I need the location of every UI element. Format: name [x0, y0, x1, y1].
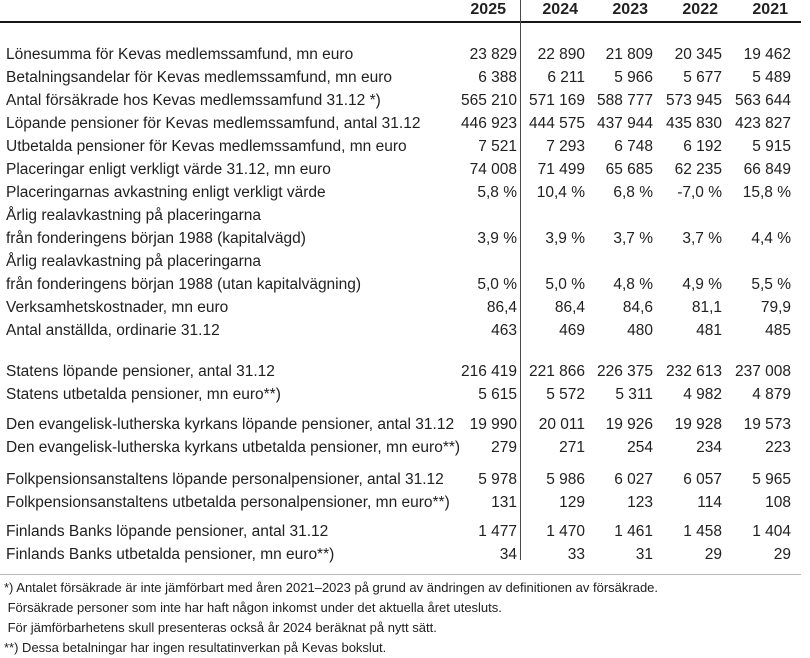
- table-row: [0, 491, 810, 514]
- cell-2025: [410, 204, 520, 227]
- cell-2025: 463: [491, 322, 517, 339]
- cell-2021: 563 644: [734, 92, 791, 109]
- cell-2025: [410, 250, 520, 273]
- year-column-header: 2022: [682, 1, 718, 18]
- cell-2025: 279: [491, 439, 517, 456]
- year-column-header: 2025: [470, 1, 506, 18]
- cell-2024: [520, 250, 585, 273]
- cell-2021: 423 827: [734, 115, 791, 132]
- cell-2021: 1 404: [752, 523, 791, 540]
- table-row: [0, 543, 810, 566]
- cell-2025: 446 923: [460, 115, 517, 132]
- cell-2022: 1 458: [683, 523, 722, 540]
- cell-2024: 5,0 %: [545, 276, 585, 293]
- row-group-keva: [0, 43, 810, 342]
- cell-2021: 5,5 %: [751, 276, 791, 293]
- cell-2022: 29: [704, 546, 722, 563]
- cell-2025: 565 210: [460, 92, 517, 109]
- table-row: [0, 413, 810, 436]
- table-row: [0, 250, 810, 273]
- row-label: Årlig realavkastning på placeringarna: [6, 207, 262, 224]
- cell-2022: 62 235: [674, 161, 722, 178]
- cell-2022: 114: [697, 494, 722, 511]
- cell-2024: 10,4 %: [536, 184, 585, 201]
- cell-2022: 6 057: [683, 471, 722, 488]
- row-label: Finlands Banks utbetalda pensioner, mn euro**): [6, 546, 335, 563]
- header-gap: [0, 23, 810, 43]
- table-row: [0, 273, 810, 296]
- table-row: [0, 468, 810, 491]
- cell-2024: 5 572: [546, 386, 585, 403]
- cell-2021: 29: [773, 546, 791, 563]
- cell-2025: 6 388: [478, 69, 517, 86]
- footnote-line: **) Dessa betalningar har ingen resultatinverkan på Kevas bokslut.: [4, 640, 387, 655]
- row-label: Placeringarnas avkastning enligt verkligt värde: [6, 184, 326, 201]
- cell-2025: 5 978: [478, 471, 517, 488]
- cell-2024: 129: [559, 494, 585, 511]
- cell-2023: 6,8 %: [613, 184, 653, 201]
- table-row: [0, 89, 810, 112]
- cell-2022: 4,9 %: [682, 276, 722, 293]
- cell-2022: -7,0 %: [677, 184, 722, 201]
- table-row: [0, 383, 810, 406]
- column-separator-line: [520, 0, 521, 560]
- cell-2025: 86,4: [486, 299, 517, 316]
- cell-2025: 19 990: [469, 416, 517, 433]
- table-row: [0, 227, 810, 250]
- table-row: [0, 204, 810, 227]
- cell-2023: 5 966: [614, 69, 653, 86]
- cell-2024: 571 169: [528, 92, 585, 109]
- table-row: [0, 112, 810, 135]
- row-label: Den evangelisk-lutherska kyrkans löpande pensioner, antal 31.12: [6, 416, 455, 433]
- cell-2023: 21 809: [605, 46, 653, 63]
- table-header-row: [0, 0, 801, 23]
- cell-2023: 588 777: [596, 92, 653, 109]
- cell-2024: [520, 204, 585, 227]
- cell-2025: 74 008: [469, 161, 517, 178]
- footnote-line: För jämförbarhetens skull presenteras också år 2024 beräknat på nytt sätt.: [4, 620, 437, 635]
- cell-2025: 5 615: [478, 386, 517, 403]
- year-column-header: 2024: [542, 1, 578, 18]
- cell-2021: 4 879: [752, 386, 791, 403]
- cell-2022: 435 830: [665, 115, 722, 132]
- cell-2022: 232 613: [665, 363, 722, 380]
- cell-2021: 5 489: [752, 69, 791, 86]
- cell-2023: 19 926: [605, 416, 653, 433]
- table-body: [0, 43, 810, 566]
- row-label: Finlands Banks löpande pensioner, antal 31.12: [6, 523, 329, 540]
- cell-2022: 4 982: [683, 386, 722, 403]
- cell-2021: 79,9: [760, 299, 791, 316]
- cell-2021: 5 965: [752, 471, 791, 488]
- cell-2025: 34: [499, 546, 517, 563]
- row-label: Folkpensionsanstaltens utbetalda personalpensioner, mn euro**): [6, 494, 450, 511]
- row-group-folkpensionsanstalten: [0, 468, 810, 514]
- row-label: från fonderingens början 1988 (utan kapitalvägning): [6, 276, 362, 293]
- table-row: [0, 436, 810, 459]
- cell-2023: [585, 250, 653, 273]
- row-label: från fonderingens början 1988 (kapitalvägd): [6, 230, 306, 247]
- row-group-kyrkan: [0, 413, 810, 459]
- cell-2022: 481: [696, 322, 722, 339]
- row-label: Utbetalda pensioner för Kevas medlemssamfund, mn euro: [6, 138, 407, 155]
- cell-2024: 221 866: [528, 363, 585, 380]
- row-label: Årlig realavkastning på placeringarna: [6, 253, 262, 270]
- cell-2023: 226 375: [596, 363, 653, 380]
- cell-2025: 131: [491, 494, 517, 511]
- cell-2023: 6 748: [614, 138, 653, 155]
- cell-2024: 469: [559, 322, 585, 339]
- cell-2021: 5 915: [752, 138, 791, 155]
- footnote-line: *) Antalet försäkrade är inte jämförbart med åren 2021–2023 på grund av ändringen av definitionen av försäkrade.: [4, 580, 659, 595]
- cell-2021: [722, 204, 791, 227]
- year-column-header: 2023: [612, 1, 648, 18]
- table-row: [0, 360, 810, 383]
- cell-2024: 86,4: [554, 299, 585, 316]
- cell-2024: 271: [559, 439, 585, 456]
- row-group-finlands-bank: [0, 520, 810, 566]
- cell-2023: 31: [635, 546, 653, 563]
- footnote-line: Försäkrade personer som inte har haft någon inkomst under det aktuella året utesluts.: [4, 600, 502, 615]
- table-row: [0, 135, 810, 158]
- table-row: [0, 296, 810, 319]
- cell-2023: 4,8 %: [613, 276, 653, 293]
- cell-2023: 437 944: [596, 115, 653, 132]
- cell-2024: 1 470: [546, 523, 585, 540]
- cell-2021: 237 008: [734, 363, 791, 380]
- cell-2024: 71 499: [537, 161, 585, 178]
- table-row: [0, 43, 810, 66]
- table-row: [0, 158, 810, 181]
- cell-2024: 5 986: [546, 471, 585, 488]
- footnotes: [0, 575, 810, 658]
- cell-2022: 3,7 %: [682, 230, 722, 247]
- year-column-header: 2021: [752, 1, 788, 18]
- cell-2023: 123: [627, 494, 653, 511]
- cell-2022: [653, 204, 722, 227]
- cell-2025: 1 477: [478, 523, 517, 540]
- cell-2021: 108: [765, 494, 791, 511]
- cell-2021: 4,4 %: [751, 230, 791, 247]
- cell-2021: 223: [765, 439, 791, 456]
- cell-2024: 3,9 %: [545, 230, 585, 247]
- row-label: Betalningsandelar för Kevas medlemssamfund, mn euro: [6, 69, 392, 86]
- row-label: Lönesumma för Kevas medlemssamfund, mn euro: [6, 46, 354, 63]
- row-label: Statens utbetalda pensioner, mn euro**): [6, 386, 281, 403]
- cell-2022: 81,1: [691, 299, 722, 316]
- cell-2024: 6 211: [547, 69, 585, 86]
- cell-2022: 19 928: [674, 416, 722, 433]
- cell-2022: 234: [696, 439, 722, 456]
- cell-2022: 573 945: [665, 92, 722, 109]
- cell-2021: 66 849: [743, 161, 791, 178]
- cell-2022: [653, 250, 722, 273]
- row-label: Statens löpande pensioner, antal 31.12: [6, 363, 275, 380]
- cell-2021: 485: [765, 322, 791, 339]
- cell-2025: 5,8 %: [477, 184, 517, 201]
- table-row: [0, 319, 810, 342]
- cell-2023: 254: [627, 439, 653, 456]
- row-label: Verksamhetskostnader, mn euro: [6, 299, 229, 316]
- cell-2024: 7 293: [546, 138, 585, 155]
- row-label: Antal försäkrade hos Kevas medlemssamfund 31.12 *): [6, 92, 381, 109]
- cell-2022: 20 345: [674, 46, 722, 63]
- cell-2021: 15,8 %: [742, 184, 791, 201]
- cell-2023: 3,7 %: [613, 230, 653, 247]
- cell-2021: 19 573: [743, 416, 791, 433]
- cell-2024: 444 575: [528, 115, 585, 132]
- cell-2024: 22 890: [537, 46, 585, 63]
- row-group-staten: [0, 360, 810, 406]
- cell-2023: [585, 204, 653, 227]
- table-row: [0, 66, 810, 89]
- cell-2022: 5 677: [683, 69, 722, 86]
- row-label: Den evangelisk-lutherska kyrkans utbetalda pensioner, mn euro**): [6, 439, 461, 456]
- row-label: Antal anställda, ordinarie 31.12: [6, 322, 220, 339]
- cell-2023: 1 461: [614, 523, 653, 540]
- table-row: [0, 181, 810, 204]
- cell-2023: 6 027: [614, 471, 653, 488]
- cell-2024: 20 011: [538, 416, 585, 433]
- cell-2024: 33: [567, 546, 585, 563]
- cell-2022: 6 192: [683, 138, 722, 155]
- cell-2023: 84,6: [622, 299, 653, 316]
- table-row: [0, 520, 810, 543]
- row-label: Placeringar enligt verkligt värde 31.12, mn euro: [6, 161, 331, 178]
- cell-2023: 480: [627, 322, 653, 339]
- cell-2025: 23 829: [469, 46, 517, 63]
- cell-2021: 19 462: [743, 46, 791, 63]
- cell-2025: 7 521: [478, 138, 517, 155]
- row-label: Folkpensionsanstaltens löpande personalpensioner, antal 31.12: [6, 471, 444, 488]
- cell-2025: 5,0 %: [477, 276, 517, 293]
- cell-2021: [722, 250, 791, 273]
- cell-2023: 65 685: [605, 161, 653, 178]
- cell-2025: 216 419: [460, 363, 517, 380]
- row-label: Löpande pensioner för Kevas medlemssamfund, antal 31.12: [6, 115, 421, 132]
- header-label-spacer: [0, 0, 410, 21]
- cell-2025: 3,9 %: [477, 230, 517, 247]
- cell-2023: 5 311: [615, 386, 653, 403]
